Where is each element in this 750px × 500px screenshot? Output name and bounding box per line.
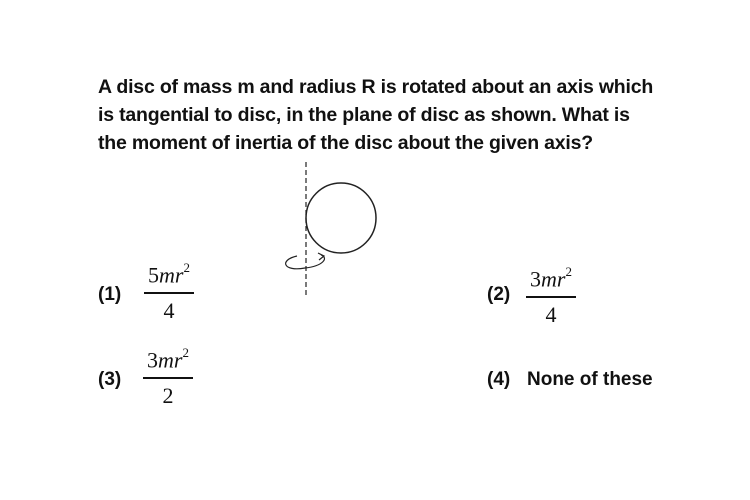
option-3-label[interactable]: (3) bbox=[98, 369, 122, 390]
disc-diagram bbox=[275, 160, 385, 300]
option-2-vars: mr bbox=[541, 266, 566, 292]
option-2-coef: 3 bbox=[530, 266, 541, 292]
option-1-coef: 5 bbox=[148, 262, 159, 288]
option-4-text[interactable]: None of these bbox=[527, 369, 653, 390]
option-2-exponent: 2 bbox=[565, 264, 572, 279]
option-3-coef: 3 bbox=[147, 347, 158, 373]
option-3-denominator: 2 bbox=[162, 382, 174, 408]
option-2-denominator: 4 bbox=[545, 301, 557, 327]
question-text: A disc of mass m and radius R is rotated about an axis which is tangential to disc, in the plane of disc as shown. What is the moment of inertia of the disc about the given axis? bbox=[98, 76, 654, 154]
option-2-label[interactable]: (2) bbox=[487, 284, 511, 305]
rotation-arrow bbox=[286, 255, 325, 269]
option-3-exponent: 2 bbox=[182, 345, 189, 360]
option-4-label[interactable]: (4) bbox=[487, 369, 511, 390]
arrow-head bbox=[318, 253, 324, 260]
option-1-exponent: 2 bbox=[183, 260, 190, 275]
option-1-label[interactable]: (1) bbox=[98, 284, 122, 305]
option-2-fraction[interactable] bbox=[526, 266, 576, 328]
option-1-vars: mr bbox=[159, 262, 184, 288]
option-3-fraction[interactable] bbox=[143, 347, 193, 409]
option-1-fraction[interactable] bbox=[144, 262, 194, 324]
option-1-denominator: 4 bbox=[163, 297, 175, 323]
disc bbox=[306, 183, 376, 253]
option-3-vars: mr bbox=[158, 347, 183, 373]
